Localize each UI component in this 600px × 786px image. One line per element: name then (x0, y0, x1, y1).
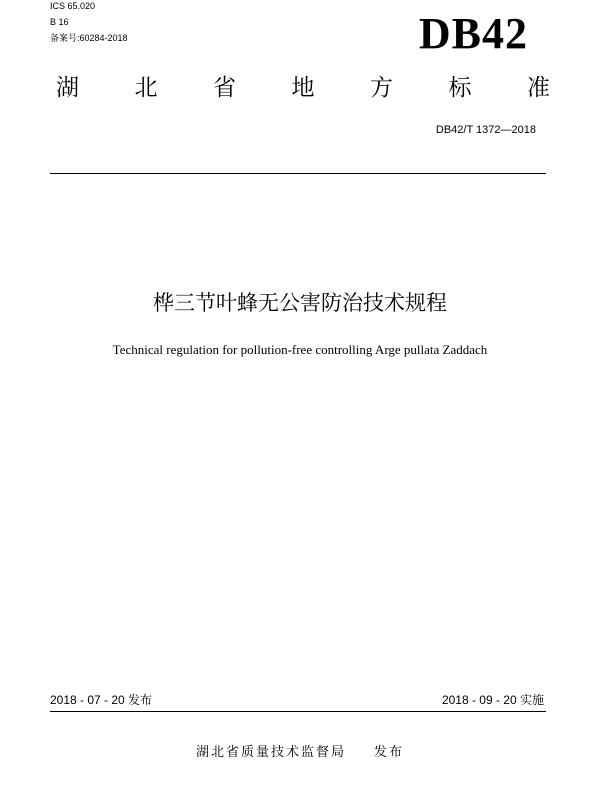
standard-type-char: 湖 (56, 75, 79, 101)
publisher-action: 发布 (374, 745, 405, 760)
standard-type-char: 北 (134, 75, 158, 101)
issue-date: 2018 - 07 - 20 发布 (50, 693, 153, 707)
implementation-date: 2018 - 09 - 20 实施 (441, 693, 544, 707)
standard-number: DB42/T 1372—2018 (435, 124, 536, 136)
ics-code: ICS 65.020 (50, 1, 96, 11)
category-code: B 16 (50, 17, 69, 27)
header-divider (50, 173, 546, 174)
db-code-logo: DB42 (418, 9, 528, 58)
standard-type-char: 方 (370, 75, 393, 101)
footer-divider (50, 711, 546, 712)
standard-type-char: 地 (291, 75, 315, 101)
standard-type-char: 标 (448, 75, 472, 101)
title-chinese: 桦三节叶蜂无公害防治技术规程 (153, 291, 447, 315)
publisher-name: 湖北省质量技术监督局 (195, 745, 346, 760)
standard-type-heading (56, 74, 550, 102)
title-english: Technical regulation for pollution-free controlling Arge pullata Zaddach (112, 342, 488, 357)
standard-type-char: 省 (213, 75, 236, 101)
publisher-line (0, 745, 600, 761)
record-number: 备案号:60284-2018 (50, 33, 128, 43)
standard-type-char: 准 (527, 75, 550, 101)
